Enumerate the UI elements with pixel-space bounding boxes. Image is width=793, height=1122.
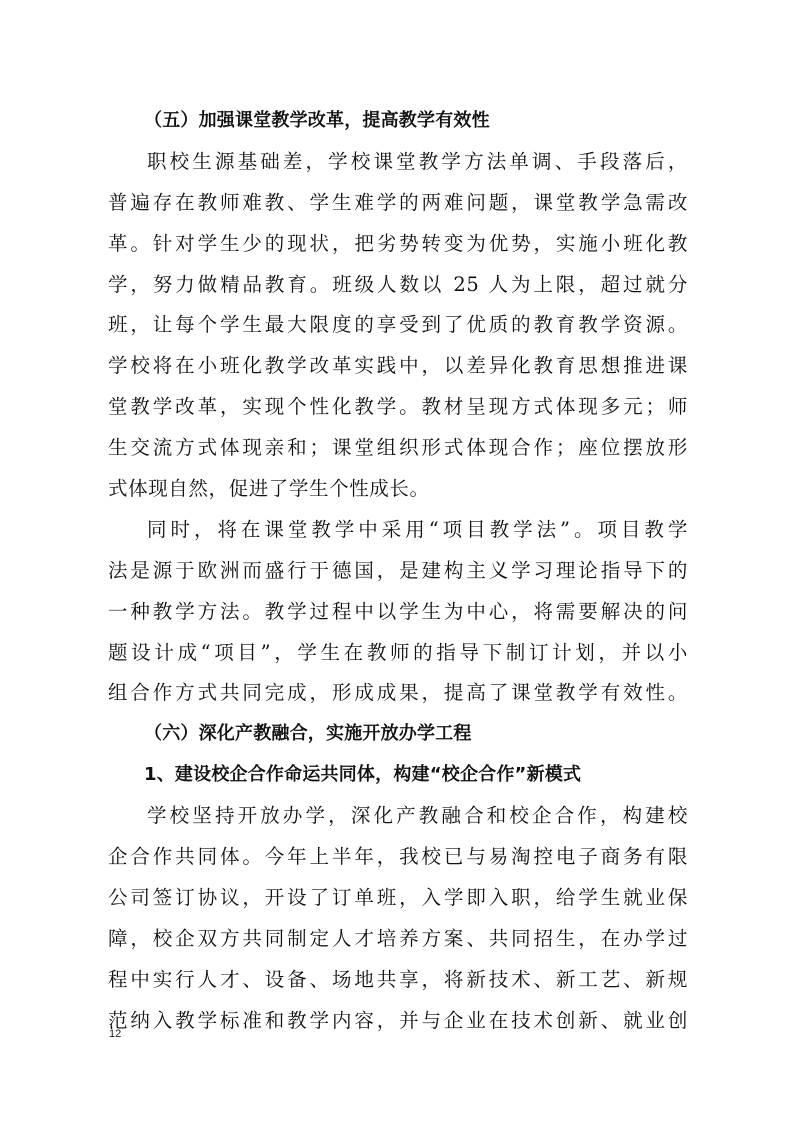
paragraph-line: 学校将在小班化教学改革实践中，以差异化教育思想推进课: [108, 354, 688, 378]
document-body: [108, 101, 688, 1041]
paragraph-line: 程中实行人才、设备、场地共享，将新技术、新工艺、新规: [108, 967, 688, 991]
paragraph-line: 法是源于欧洲而盛行于德国，是建构主义学习理论指导下的: [108, 558, 688, 582]
paragraph-line: 班，让每个学生最大限度的享受到了优质的教育教学资源。: [108, 313, 688, 337]
paragraph-line: 组合作方式共同完成，形成成果，提高了课堂教学有效性。: [108, 681, 688, 705]
paragraph-line: 堂教学改革，实现个性化教学。教材呈现方式体现多元；师: [108, 395, 688, 419]
paragraph-line: 生交流方式体现亲和；课堂组织形式体现合作；座位摆放形: [108, 436, 688, 460]
paragraph-line: 式体现自然，促进了学生个性成长。: [108, 477, 430, 501]
paragraph-line: 职校生源基础差，学校课堂教学方法单调、手段落后，: [147, 149, 688, 173]
paragraph-line: 企合作共同体。今年上半年，我校已与易淘控电子商务有限: [108, 845, 688, 869]
paragraph-line: 普遍存在教师难教、学生难学的两难问题，课堂教学急需改: [108, 190, 688, 214]
paragraph-line: 一种教学方法。教学过程中以学生为中心，将需要解决的问: [108, 599, 688, 623]
page-number: 12: [109, 1028, 122, 1040]
subsection-heading: 1、建设校企合作命运共同体，构建“校企合作”新模式: [144, 764, 582, 786]
paragraph-line: 学校坚持开放办学，深化产教融合和校企合作，构建校: [147, 804, 688, 828]
paragraph-line: 范纳入教学标准和教学内容，并与企业在技术创新、就业创: [108, 1008, 688, 1032]
paragraph-line: 同时，将在课堂教学中采用“项目教学法”。项目教学: [147, 517, 688, 541]
paragraph-line: 障，校企双方共同制定人才培养方案、共同招生，在办学过: [108, 926, 688, 950]
paragraph-line: 题设计成“项目”，学生在教师的指导下制订计划，并以小: [108, 640, 688, 664]
paragraph-line: 公司签订协议，开设了订单班，入学即入职，给学生就业保: [108, 885, 688, 909]
paragraph-line: 革。针对学生少的现状，把劣势转变为优势，实施小班化教: [108, 231, 688, 255]
section-heading: （五）加强课堂教学改革，提高教学有效性: [144, 110, 490, 131]
paragraph-line: 学，努力做精品教育。班级人数以 25 人为上限，超过就分: [108, 272, 688, 296]
section-heading: （六）深化产教融合，实施开放办学工程: [144, 723, 472, 745]
